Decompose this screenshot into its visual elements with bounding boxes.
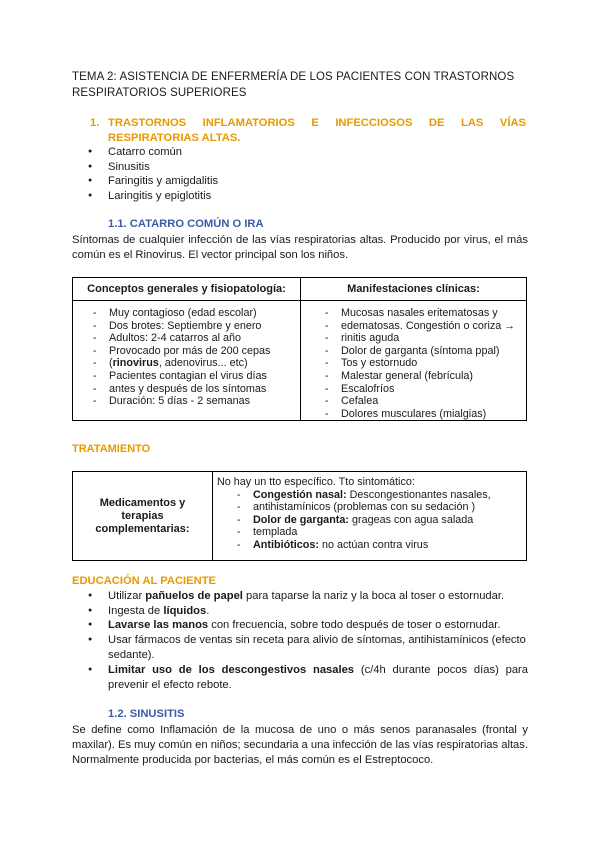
tratamiento-label-line-1: Medicamentos y — [99, 496, 186, 509]
text-fragment: . — [206, 604, 210, 617]
list-item: - Pacientes contagian el virus días — [85, 370, 296, 383]
table-header-concepts: Conceptos generales y fisiopatología: — [73, 278, 301, 301]
section-1-1-para-line-2: común es el Rinovirus. El vector principal son los niños. — [72, 249, 349, 261]
list-item: - Duración: 5 días - 2 semanas — [85, 395, 296, 408]
list-item: ● Sinusitis — [72, 160, 218, 175]
list-item: ● Faringitis y amigdalitis — [72, 174, 218, 189]
text-fragment: (c/4h durante pocos días) para — [354, 663, 528, 676]
section-1-2-heading: 1.2. SINUSITIS — [108, 708, 185, 720]
document-title-line-2: RESPIRATORIOS SUPERIORES — [72, 87, 247, 99]
tratamiento-table — [72, 471, 527, 561]
list-item — [229, 514, 522, 527]
tratamiento-intro: No hay un tto específico. Tto sintomático: — [217, 476, 415, 488]
list-item: - Cefalea — [317, 395, 522, 408]
list-item — [317, 332, 522, 345]
list-item: - Dolores musculares (mialgias) — [317, 408, 522, 421]
tratamiento-label-line-2: terapias — [121, 509, 164, 522]
garganta-text-line-2: templada — [253, 526, 298, 539]
list-item — [72, 633, 528, 663]
document-title-line-1: TEMA 2: ASISTENCIA DE ENFERMERÍA DE LOS PACIENTES CON TRASTORNOS — [72, 71, 515, 83]
section-1-2-para-line-2: maxilar). Es muy común en niños; secundaria a una infección de las vías respiratorias altas. — [72, 739, 528, 751]
cepas-continuation: , adenovirus... etc) — [158, 357, 248, 370]
section-1-list — [72, 145, 218, 203]
section-1-title-line-2: RESPIRATORIAS ALTAS. — [108, 132, 241, 144]
text-fragment: Usar fármacos de ventas sin receta para alivio de síntomas, antihistamínicos (efecto — [108, 633, 526, 646]
text-fragment: Utilizar — [108, 590, 146, 602]
list-item — [72, 663, 528, 694]
list-item: - Muy contagioso (edad escolar) — [85, 307, 296, 320]
list-item: - (rinovirus, adenovirus... etc) — [85, 357, 296, 370]
congestion-text: Descongestionantes nasales, — [346, 488, 491, 501]
section-1-2-para-line-3: Normalmente producida por bacterias, el más común es el Estreptococo. — [72, 754, 434, 766]
section-1-1-heading: 1.1. CATARRO COMÚN O IRA — [108, 218, 264, 230]
educacion-heading: EDUCACIÓN AL PACIENTE — [72, 575, 216, 587]
antibioticos-text: no actúan contra virus — [318, 538, 429, 551]
antibioticos-label: Antibióticos: — [253, 538, 319, 551]
section-1-number: 1. — [90, 117, 100, 129]
mucosas-continuation-2: rinitis aguda — [341, 332, 400, 345]
list-item: - Adultos: 2-4 catarros al año — [85, 332, 296, 345]
congestion-text-line-2: antihistamínicos (problemas con su sedación ) — [253, 501, 476, 514]
tratamiento-label-cell — [73, 472, 213, 561]
tratamiento-content-cell — [213, 472, 527, 561]
list-item: - Provocado por más de 200 cepas — [85, 345, 296, 358]
text-fragment: con frecuencia, sobre todo después de toser o estornudar. — [208, 619, 501, 632]
educacion-list — [72, 589, 528, 694]
text-fragment: para taparse la nariz y la boca al toser o estornudar. — [242, 590, 505, 602]
list-item: - Malestar general (febrícula) — [317, 370, 522, 383]
tratamiento-heading: TRATAMIENTO — [72, 443, 151, 455]
catarro-table — [72, 277, 527, 421]
congestion-label: Congestión nasal: — [253, 488, 347, 501]
table-header-manifestations: Manifestaciones clínicas: — [301, 278, 527, 301]
list-item: - Escalofríos — [317, 383, 522, 396]
rinovirus-bold: rinovirus — [112, 357, 159, 370]
garganta-label: Dolor de garganta: — [253, 513, 349, 526]
text-line — [108, 663, 528, 679]
list-item — [229, 501, 522, 514]
list-item: - Tos y estornudo — [317, 357, 522, 370]
list-item — [229, 489, 522, 502]
section-1-2-para-line-1: Se define como Inflamación de la mucosa de uno o más senos paranasales (frontal y — [72, 724, 528, 736]
section-1-title-line-1: TRASTORNOS INFLAMATORIOS E INFECCIOSOS DE LAS VÍAS — [108, 117, 526, 129]
section-1-1-para-line-1: Síntomas de cualquier infección de las vías respiratorias altas. Producido por virus, el más — [72, 234, 528, 246]
list-item — [229, 526, 522, 539]
concepts-cell — [73, 301, 301, 421]
list-item: ● Catarro común — [72, 145, 218, 160]
bold-fragment: Lavarse las manos — [108, 619, 209, 632]
manifestations-cell — [301, 301, 527, 421]
bold-fragment: pañuelos de papel — [145, 590, 243, 602]
contagion-continuation: antes y después de los síntomas — [109, 382, 267, 395]
mucosas-continuation-1: edematosas. Congestión o coriza → — [341, 319, 516, 332]
list-item — [72, 618, 528, 633]
list-item — [72, 604, 528, 619]
tratamiento-label-line-3: complementarias: — [95, 522, 190, 535]
text-fragment: Ingesta de — [108, 604, 164, 617]
list-item — [85, 383, 296, 396]
list-item: - Dolor de garganta (síntoma ppal) — [317, 345, 522, 358]
garganta-text: grageas con agua salada — [348, 513, 474, 526]
list-item — [229, 539, 522, 552]
list-item — [72, 589, 528, 604]
list-item: ● Laringitis y epiglotitis — [72, 189, 218, 204]
text-fragment: prevenir el efecto rebote. — [108, 679, 232, 692]
bold-fragment: líquidos — [163, 604, 207, 617]
list-item: - Mucosas nasales eritematosas y — [317, 307, 522, 320]
text-fragment: sedante). — [108, 648, 155, 661]
list-item: - Dos brotes: Septiembre y enero — [85, 320, 296, 333]
bold-fragment: Limitar uso de los descongestivos nasales — [108, 663, 355, 676]
list-item — [317, 320, 522, 333]
